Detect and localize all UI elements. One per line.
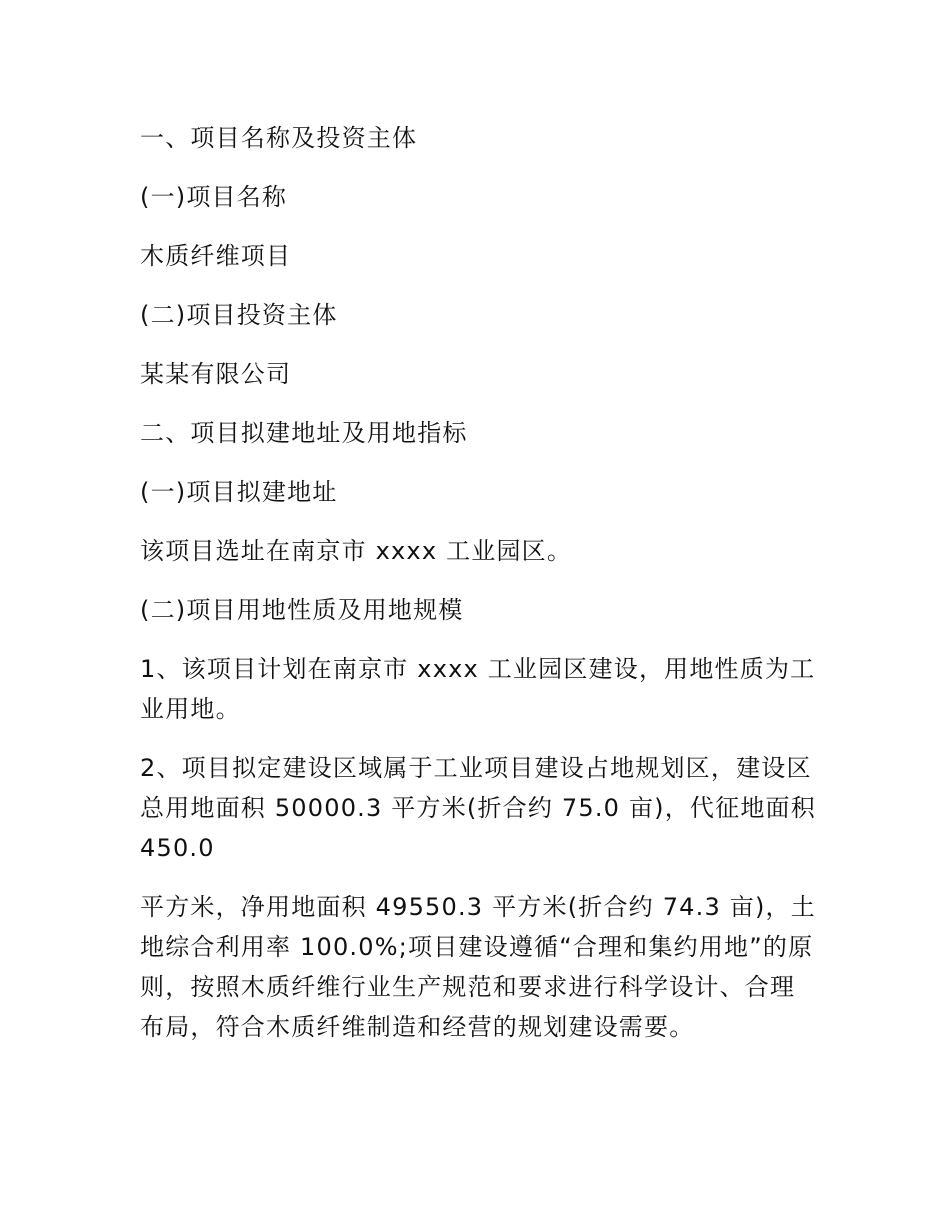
- project-name-value: 木质纤维项目: [140, 242, 292, 270]
- section-heading-2: 二、项目拟建地址及用地指标: [140, 419, 468, 447]
- land-use-paragraph-2: 2、项目拟定建设区域属于工业项目建设占地规划区，建设区总用地面积 50000.3 平方米(折合约 75.0 亩)，代征地面积 450.0: [140, 754, 816, 862]
- subsection-heading-investor: (二)项目投资主体: [140, 301, 338, 329]
- site-value: 该项目选址在南京市 xxxx 工业园区。: [140, 537, 573, 565]
- land-use-paragraph-3: 平方米，净用地面积 49550.3 平方米(折合约 74.3 亩)，土地综合利用率 100.0%;项目建设遵循“合理和集约用地”的原则，按照木质纤维行业生产规范和要求进行科学设计、合理布局，符合木质纤维制造和经营的规划建设需要。: [140, 893, 816, 1041]
- investor-value: 某某有限公司: [140, 360, 292, 388]
- subsection-heading-project-name: (一)项目名称: [140, 183, 288, 211]
- subsection-heading-land-use: (二)项目用地性质及用地规模: [140, 596, 464, 624]
- land-use-paragraph-1: 1、该项目计划在南京市 xxxx 工业园区建设，用地性质为工业用地。: [140, 655, 816, 723]
- document-body: [140, 118, 820, 1066]
- subsection-heading-site: (一)项目拟建地址: [140, 478, 338, 506]
- section-heading-1: 一、项目名称及投资主体: [140, 124, 418, 152]
